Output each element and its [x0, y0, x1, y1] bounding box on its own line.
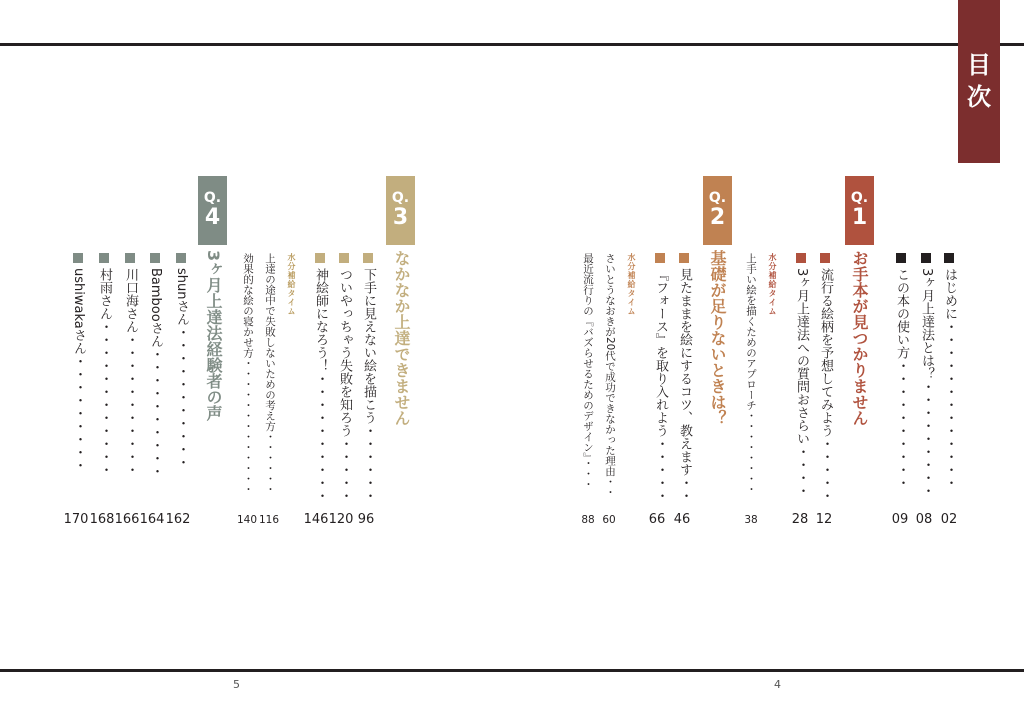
page-number: 140: [236, 514, 258, 526]
page-number: 08: [915, 512, 933, 527]
toc-entry[interactable]: 見たままを絵にするコツ、教えます・・: [675, 253, 694, 509]
page-number-right: 4: [774, 678, 781, 691]
page-number: 120: [328, 512, 354, 527]
toc-entry[interactable]: ushiwakaさん・・・・・・・・・: [69, 253, 88, 509]
break-tag: 水分補給タイム: [768, 253, 777, 316]
page-number: 164: [139, 512, 165, 527]
bullet-square-icon: [796, 253, 806, 263]
bullet-square-icon: [655, 253, 665, 263]
toc-entry[interactable]: 効果的な絵の寝かせ方・・・・・・・・・・・・・: [242, 253, 254, 495]
toc-entry[interactable]: 上手い絵を描くためのアプローチ・・・・・・・・: [745, 253, 757, 495]
page-number: 12: [815, 512, 833, 527]
bullet-square-icon: [315, 253, 325, 263]
bullet-square-icon: [363, 253, 373, 263]
q1-badge: Q. 1: [845, 176, 874, 245]
bottom-rule: [0, 669, 1024, 672]
bullet-square-icon: [125, 253, 135, 263]
page-number: 66: [648, 512, 666, 527]
toc-entry[interactable]: 『フォース』を取り入れよう・・・・・: [651, 253, 670, 509]
break-tag: 水分補給タイム: [287, 253, 296, 316]
toc-entry[interactable]: 最近流行りの『バズらせるためのデザイン』・・・: [582, 253, 594, 490]
q2-badge: Q. 2: [703, 176, 732, 245]
break-tag: 水分補給タイム: [627, 253, 636, 316]
page-number: 166: [114, 512, 140, 527]
page-number: 38: [744, 514, 758, 526]
toc-entry[interactable]: 上達の途中で失敗しないための考え方・・・・・・: [264, 253, 276, 495]
toc-entry[interactable]: Bambooさん・・・・・・・・・・: [146, 253, 165, 509]
toc-title-char-1: 目: [967, 51, 991, 80]
toc-entry[interactable]: 村雨さん・・・・・・・・・・・・: [95, 253, 114, 509]
page-number: 96: [357, 512, 375, 527]
bullet-square-icon: [176, 253, 186, 263]
page-number: 162: [165, 512, 191, 527]
page-number: 02: [940, 512, 958, 527]
bullet-square-icon: [679, 253, 689, 263]
toc-entry[interactable]: 神絵師になろう！・・・・・・・・・・: [311, 253, 330, 509]
page-number: 116: [258, 514, 280, 526]
bullet-square-icon: [944, 253, 954, 263]
toc-entry[interactable]: はじめに・・・・・・・・・・・・・: [940, 253, 959, 509]
bullet-square-icon: [921, 253, 931, 263]
page-number: 60: [602, 514, 616, 526]
bullet-square-icon: [339, 253, 349, 263]
toc-entry[interactable]: ついやっちゃう失敗を知ろう・・・・・: [335, 253, 354, 509]
top-rule: [0, 43, 1024, 46]
q2-title: 基礎が足りないときは？: [708, 250, 727, 426]
toc-entry[interactable]: 3ヶ月上達法とは？・・・・・・・・・: [917, 253, 936, 509]
page-number: 168: [89, 512, 115, 527]
toc-entry[interactable]: shunさん・・・・・・・・・・・: [172, 253, 191, 509]
toc-entry[interactable]: 流行る絵柄を予想してみよう・・・・・: [816, 253, 835, 509]
page-number: 146: [303, 512, 329, 527]
page-number: 88: [581, 514, 595, 526]
toc-entry[interactable]: 川口海さん・・・・・・・・・・・: [121, 253, 140, 509]
q4-title: 3ヶ月上達法経験者の声: [204, 250, 223, 422]
toc-entry[interactable]: 下手に見えない絵を描こう・・・・・・: [359, 253, 378, 509]
q3-title: なかなか上達できません: [392, 250, 411, 426]
toc-entry[interactable]: 3ヶ月上達法への質問おさらい・・・・: [792, 253, 811, 509]
toc-tab: [958, 0, 1000, 163]
page-number: 46: [673, 512, 691, 527]
bullet-square-icon: [820, 253, 830, 263]
bullet-square-icon: [896, 253, 906, 263]
page-number: 28: [791, 512, 809, 527]
q1-title: お手本が見つかりません: [850, 250, 869, 426]
bullet-square-icon: [73, 253, 83, 263]
toc-title-char-2: 次: [967, 82, 991, 111]
bullet-square-icon: [150, 253, 160, 263]
bullet-square-icon: [99, 253, 109, 263]
toc-entry[interactable]: さいとうなおきが20代で成功できなかった理由・・: [604, 253, 616, 498]
toc-entry[interactable]: この本の使い方・・・・・・・・・・: [892, 253, 911, 509]
page-number-left: 5: [233, 678, 240, 691]
page-number: 170: [63, 512, 89, 527]
q4-badge: Q. 4: [198, 176, 227, 245]
q3-badge: Q. 3: [386, 176, 415, 245]
page-number: 09: [891, 512, 909, 527]
